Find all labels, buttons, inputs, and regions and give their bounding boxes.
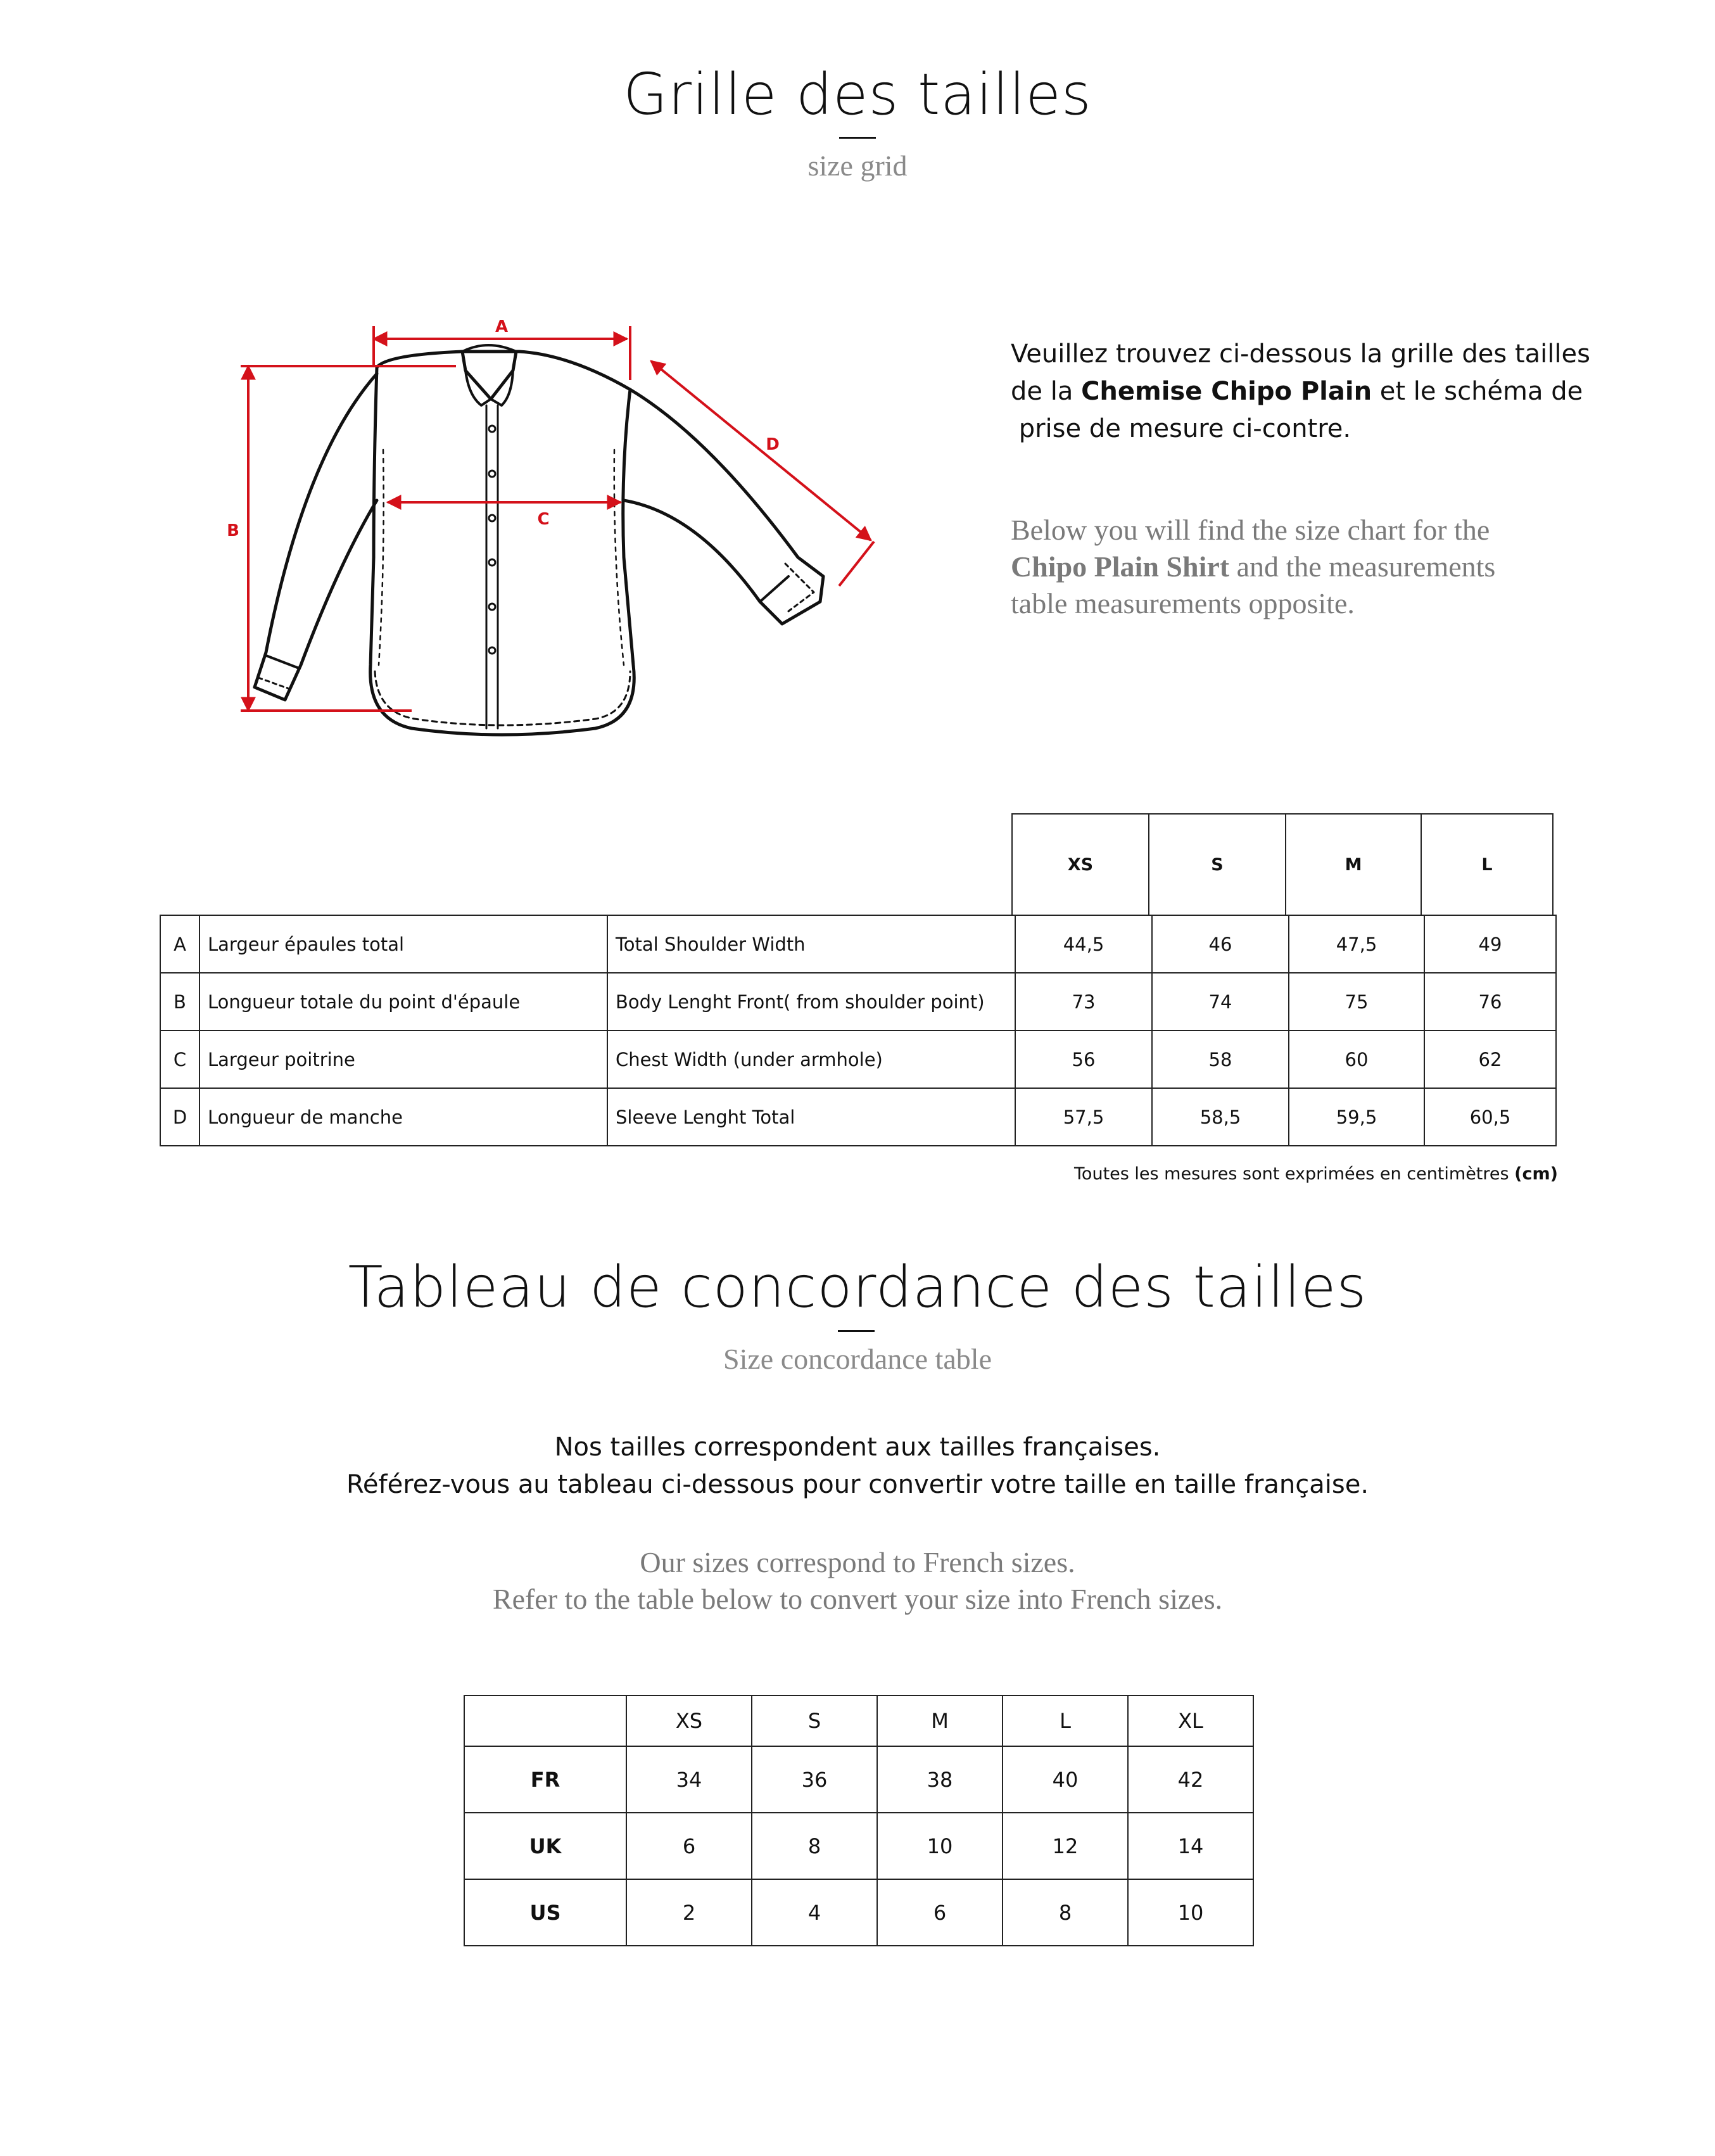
- concordance-en-line1: Our sizes correspond to French sizes.: [640, 1546, 1075, 1578]
- row-value: 14: [1128, 1813, 1253, 1879]
- row-value: 75: [1289, 973, 1424, 1030]
- row-label: UK: [464, 1813, 626, 1879]
- units-note-text: Toutes les mesures sont exprimées en centimètres: [1074, 1164, 1515, 1184]
- product-name-en: Chipo Plain Shirt: [1011, 550, 1230, 583]
- row-value: 73: [1015, 973, 1152, 1030]
- concordance-en-line2: Refer to the table below to convert your size into French sizes.: [492, 1583, 1223, 1615]
- product-name-fr: Chemise Chipo Plain: [1081, 377, 1372, 406]
- intro-en-line2: [1011, 549, 1695, 585]
- intro-fr-line1: Veuillez trouvez ci-dessous la grille des tailles: [1011, 339, 1590, 369]
- concordance-intro-english: [0, 1544, 1715, 1618]
- row-value: 74: [1152, 973, 1289, 1030]
- table-row: [160, 915, 1556, 973]
- row-label-en: Body Lenght Front( from shoulder point): [607, 973, 1015, 1030]
- row-label-fr: Largeur poitrine: [199, 1030, 607, 1088]
- page-subtitle: size grid: [807, 149, 908, 182]
- row-label-fr: Largeur épaules total: [199, 915, 607, 973]
- size-header-m: M: [1286, 814, 1421, 915]
- concordance-fr-line2: Référez-vous au tableau ci-dessous pour convertir votre taille en taille française.: [346, 1470, 1369, 1499]
- size-header: S: [752, 1696, 877, 1746]
- intro-en-line3: table measurements opposite.: [1011, 587, 1355, 619]
- size-grid-table: [160, 915, 1557, 1146]
- label-a: A: [495, 317, 509, 336]
- row-value: 76: [1424, 973, 1556, 1030]
- row-value: 6: [626, 1813, 752, 1879]
- row-label-en: Chest Width (under armhole): [607, 1030, 1015, 1088]
- measurement-lines: [241, 326, 874, 711]
- row-value: 8: [1003, 1879, 1128, 1946]
- row-value: 10: [1128, 1879, 1253, 1946]
- label-d: D: [766, 435, 780, 454]
- row-value: 57,5: [1015, 1088, 1152, 1146]
- row-value: 8: [752, 1813, 877, 1879]
- row-value: 59,5: [1289, 1088, 1424, 1146]
- row-value: 40: [1003, 1746, 1128, 1813]
- concordance-divider: [838, 1330, 875, 1332]
- size-header: M: [877, 1696, 1003, 1746]
- concordance-intro-french: [0, 1429, 1715, 1504]
- size-grid-header: [1011, 813, 1554, 916]
- intro-fr-line3: prise de mesure ci-contre.: [1011, 414, 1351, 443]
- shirt-outline: [255, 345, 823, 735]
- size-header-s: S: [1149, 814, 1286, 915]
- row-label-fr: Longueur de manche: [199, 1088, 607, 1146]
- label-b: B: [227, 521, 239, 540]
- row-value: 58,5: [1152, 1088, 1289, 1146]
- table-row: [160, 1030, 1556, 1088]
- size-header: XL: [1128, 1696, 1253, 1746]
- row-value: 46: [1152, 915, 1289, 973]
- row-value: 34: [626, 1746, 752, 1813]
- table-row: [464, 1746, 1253, 1813]
- row-value: 42: [1128, 1746, 1253, 1813]
- intro-fr-line2-post: et le schéma de: [1372, 377, 1583, 406]
- intro-french: [1011, 336, 1695, 448]
- units-note: [887, 1164, 1558, 1184]
- units-note-unit: (cm): [1514, 1164, 1558, 1184]
- table-header-row: [464, 1696, 1253, 1746]
- row-letter: A: [160, 915, 199, 973]
- row-value: 56: [1015, 1030, 1152, 1088]
- table-row: [464, 1879, 1253, 1946]
- table-row: [160, 1088, 1556, 1146]
- intro-english: [1011, 512, 1695, 622]
- row-value: 44,5: [1015, 915, 1152, 973]
- row-value: 60: [1289, 1030, 1424, 1088]
- row-value: 12: [1003, 1813, 1128, 1879]
- intro-fr-line2: [1011, 373, 1695, 410]
- row-letter: B: [160, 973, 199, 1030]
- corner-cell: [464, 1696, 626, 1746]
- row-value: 6: [877, 1879, 1003, 1946]
- row-value: 47,5: [1289, 915, 1424, 973]
- label-c: C: [537, 510, 550, 529]
- shirt-buttons: [489, 426, 495, 654]
- concordance-title: Tableau de concordance des tailles: [348, 1254, 1367, 1321]
- table-row: [464, 1813, 1253, 1879]
- row-label-en: Sleeve Lenght Total: [607, 1088, 1015, 1146]
- size-header: L: [1003, 1696, 1128, 1746]
- table-row: [160, 973, 1556, 1030]
- intro-en-line2-post: and the measurements: [1229, 550, 1496, 583]
- row-value: 62: [1424, 1030, 1556, 1088]
- intro-fr-line2-pre: de la: [1011, 377, 1082, 406]
- title-divider: [839, 137, 876, 139]
- row-value: 60,5: [1424, 1088, 1556, 1146]
- row-value: 49: [1424, 915, 1556, 973]
- size-header-l: L: [1421, 814, 1553, 915]
- row-letter: C: [160, 1030, 199, 1088]
- intro-en-line1: Below you will find the size chart for the: [1011, 514, 1490, 546]
- shirt-measurement-diagram: [215, 310, 899, 747]
- row-label: US: [464, 1879, 626, 1946]
- concordance-fr-line1: Nos tailles correspondent aux tailles françaises.: [554, 1433, 1161, 1462]
- row-value: 10: [877, 1813, 1003, 1879]
- size-header-xs: XS: [1012, 814, 1149, 915]
- row-label: FR: [464, 1746, 626, 1813]
- row-label-en: Total Shoulder Width: [607, 915, 1015, 973]
- row-value: 4: [752, 1879, 877, 1946]
- row-value: 36: [752, 1746, 877, 1813]
- size-header: XS: [626, 1696, 752, 1746]
- page-title: Grille des tailles: [623, 61, 1092, 128]
- row-value: 2: [626, 1879, 752, 1946]
- concordance-table: [464, 1695, 1254, 1946]
- row-label-fr: Longueur totale du point d'épaule: [199, 973, 607, 1030]
- concordance-subtitle: Size concordance table: [723, 1343, 992, 1375]
- row-letter: D: [160, 1088, 199, 1146]
- row-value: 38: [877, 1746, 1003, 1813]
- row-value: 58: [1152, 1030, 1289, 1088]
